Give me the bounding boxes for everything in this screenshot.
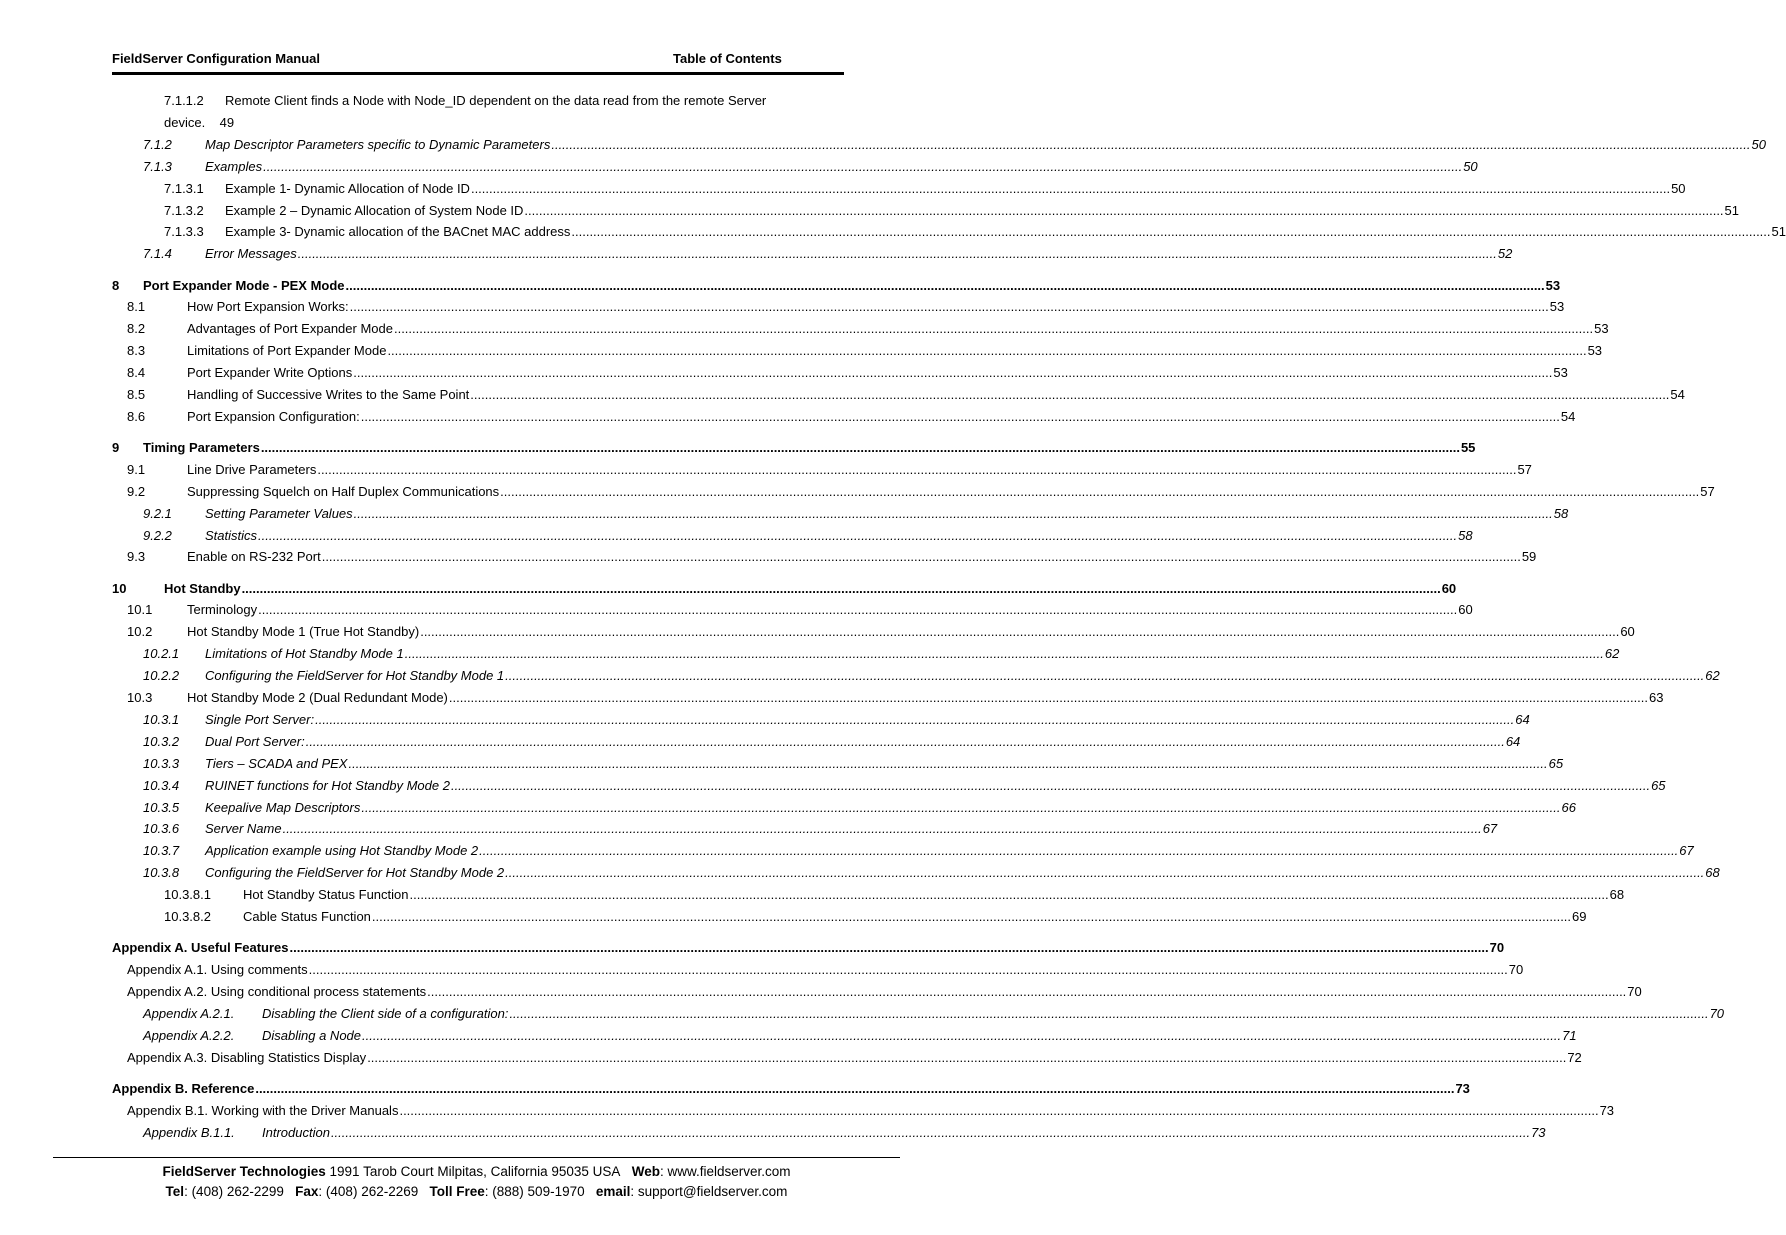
toc-entry-title: Disabling a Node	[262, 1028, 362, 1043]
toc-entry[interactable]	[143, 840, 1694, 862]
toc-entry-number: 7.1.3.3	[164, 224, 204, 239]
toc-entry[interactable]	[164, 200, 1740, 222]
dot-leader	[297, 243, 1498, 265]
toc-entry-title: RUINET functions for Hot Standby Mode 2	[205, 778, 450, 793]
toc-entry-title: Server Name	[205, 821, 282, 836]
toc-entry-number: Appendix A.2.2.	[143, 1028, 235, 1043]
page-header	[112, 50, 844, 75]
toc-entry[interactable]	[143, 503, 1569, 525]
toc-entry[interactable]	[164, 221, 1786, 243]
toc-entry[interactable]	[143, 525, 1473, 547]
dot-leader	[345, 275, 1546, 297]
toc-entry-page: 65	[1548, 756, 1564, 771]
dot-leader	[257, 525, 1458, 547]
dot-leader	[499, 481, 1700, 503]
dot-leader	[386, 340, 1587, 362]
toc-entry[interactable]	[127, 384, 1685, 406]
toc-entry-page: 54	[1670, 387, 1685, 402]
toc-entry[interactable]	[143, 156, 1478, 178]
toc-entry-title: Application example using Hot Standby Mode 2	[205, 843, 479, 858]
dot-leader	[308, 959, 1509, 981]
toc-entry-number: 7.1.3	[143, 159, 172, 174]
toc-entry[interactable]	[127, 546, 1537, 568]
toc-entry-number: 10.3.7	[143, 843, 180, 858]
toc-entry-number: 10.3.1	[143, 712, 180, 727]
toc-entry-page: 71	[1562, 1028, 1577, 1043]
dot-leader	[469, 384, 1670, 406]
dot-leader	[404, 643, 1605, 665]
page-footer	[53, 1162, 900, 1202]
toc-entry-title: Appendix A.2. Using conditional process statements	[127, 984, 427, 999]
email-label: email	[595, 1184, 631, 1199]
toc-entry-title: Cable Status Function	[243, 909, 371, 924]
toc-entry-page: 72	[1567, 1050, 1582, 1065]
toc-entry-page: 53	[1549, 299, 1565, 314]
toc-entry[interactable]	[143, 753, 1564, 775]
toc-entry-title: Port Expander Write Options	[187, 365, 353, 380]
toc-entry-number: 9.2.1	[143, 506, 172, 521]
toc-entry-number: 10.2.1	[143, 646, 180, 661]
toc-entry-page: 73	[1599, 1103, 1615, 1118]
dot-leader	[450, 775, 1651, 797]
toc-entry-title: Port Expander Mode - PEX Mode	[143, 278, 345, 293]
tel-label: Tel	[165, 1184, 185, 1199]
dot-leader	[314, 709, 1515, 731]
toc-entry-title: Hot Standby	[164, 581, 241, 596]
toc-entry[interactable]	[143, 1003, 1725, 1025]
toc-entry-page: 73	[1455, 1081, 1470, 1096]
toc-entry-number: 9.2	[127, 484, 146, 499]
dot-leader	[360, 406, 1561, 428]
toc-entry-number: 9	[112, 440, 120, 455]
toc-entry-page: 50	[1751, 137, 1766, 152]
toc-entry-title: Example 2 – Dynamic Allocation of System Node ID	[225, 203, 524, 218]
toc-entry-title: Tiers – SCADA and PEX	[205, 756, 348, 771]
fax-label: Fax	[295, 1184, 319, 1199]
toc-entry-title: Keepalive Map Descriptors	[205, 800, 361, 815]
toc-entry[interactable]	[127, 599, 1473, 621]
toc-entry[interactable]	[143, 862, 1720, 884]
web-label: Web	[631, 1164, 660, 1179]
toc-entry-page: 64	[1505, 734, 1521, 749]
company-name: FieldServer Technologies	[162, 1164, 326, 1179]
toc-entry-number: 8.2	[127, 321, 146, 336]
dot-leader	[282, 818, 1483, 840]
toc-entry[interactable]	[127, 406, 1576, 428]
toc-entry[interactable]	[143, 134, 1766, 156]
toc-entry-number: 10.2.2	[143, 668, 180, 683]
toc-entry-number: 10.3.8.2	[164, 909, 211, 924]
toc-entry-page: 69	[1572, 909, 1587, 924]
dot-leader	[257, 599, 1458, 621]
toc-entry[interactable]	[112, 937, 1505, 959]
toc-entry-title: Example 3- Dynamic allocation of the BACnet MAC address	[225, 224, 571, 239]
toc-entry[interactable]	[127, 459, 1532, 481]
dot-leader	[353, 503, 1554, 525]
toc-entry-title: Disabling the Client side of a configuration:	[262, 1006, 509, 1021]
toc-entry-page: 68	[1609, 887, 1625, 902]
toc-entry-page: 60	[1620, 624, 1635, 639]
dot-leader	[470, 178, 1671, 200]
toc-entry-page: 73	[1531, 1125, 1546, 1140]
toc-entry[interactable]	[143, 818, 1498, 840]
tel-value: : (408) 262-2299	[184, 1184, 284, 1199]
toc-entry-title: Remote Client finds a Node with Node_ID dependent on the data read from the remote Server device.	[164, 93, 767, 130]
dot-leader	[550, 134, 1751, 156]
toc-entry-title: Advantages of Port Expander Mode	[187, 321, 393, 336]
toc-entry-page: 57	[1517, 462, 1532, 477]
toc-entry-number: 8	[112, 278, 120, 293]
toc-entry-page: 51	[1771, 224, 1786, 239]
toc-entry-title: Appendix A.3. Disabling Statistics Display	[127, 1050, 367, 1065]
dot-leader	[262, 156, 1463, 178]
toc-entry-title: Limitations of Port Expander Mode	[187, 343, 387, 358]
toc-entry-title: Configuring the FieldServer for Hot Standby Mode 2	[205, 865, 505, 880]
toc-entry-page: 50	[1463, 159, 1478, 174]
toc-entry-number: 7.1.4	[143, 246, 172, 261]
footer-line-2	[53, 1182, 900, 1202]
toc-entry-page: 67	[1679, 843, 1694, 858]
toc-entry[interactable]	[143, 775, 1666, 797]
toc-entry-number: 10.3.5	[143, 800, 180, 815]
dot-leader	[393, 318, 1594, 340]
toc-entry[interactable]	[112, 578, 1457, 600]
toc-entry-page: 54	[1560, 409, 1576, 424]
dot-leader	[419, 621, 1620, 643]
toc-entry[interactable]	[127, 296, 1565, 318]
toc-entry[interactable]	[127, 687, 1664, 709]
toc-entry-page: 70	[1508, 962, 1524, 977]
toc-entry[interactable]	[127, 481, 1715, 503]
toc-entry[interactable]	[127, 1047, 1582, 1069]
dot-leader	[347, 753, 1548, 775]
toc-entry-title: Line Drive Parameters	[187, 462, 317, 477]
toc-entry[interactable]	[143, 243, 1513, 265]
footer-divider	[53, 1157, 900, 1158]
toc-entry[interactable]	[143, 643, 1620, 665]
toc-entry-title: Appendix B.1. Working with the Driver Manuals	[127, 1103, 399, 1118]
toc-entry-title: Timing Parameters	[143, 440, 260, 455]
toc-entry-title: Suppressing Squelch on Half Duplex Communications	[187, 484, 500, 499]
toc-entry-number: 10.3	[127, 690, 153, 705]
toc-entry[interactable]	[164, 906, 1587, 928]
dot-leader	[316, 459, 1517, 481]
dot-leader	[260, 437, 1461, 459]
dot-leader	[241, 578, 1442, 600]
dot-leader	[478, 840, 1679, 862]
dot-leader	[305, 731, 1506, 753]
fax-value: : (408) 262-2269	[318, 1184, 419, 1199]
toc-entry-title: Handling of Successive Writes to the Same Point	[187, 387, 470, 402]
company-address: 1991 Tarob Court Milpitas, California 95035 USA	[325, 1164, 621, 1179]
toc-entry-page: 63	[1649, 690, 1664, 705]
email-value: : support@fieldserver.com	[630, 1184, 788, 1199]
toc-entry-page: 65	[1651, 778, 1666, 793]
manual-title: FieldServer Configuration Manual	[112, 51, 321, 66]
toc-entry-title: Introduction	[262, 1125, 330, 1140]
toc-entry-title: Port Expansion Configuration:	[187, 409, 360, 424]
toc-entry[interactable]	[112, 275, 1561, 297]
toc-entry-wrapped[interactable]	[164, 90, 830, 134]
toc-entry-title: Configuring the FieldServer for Hot Standby Mode 1	[205, 668, 505, 683]
toc-entry-title: Examples	[205, 159, 263, 174]
toc-entry-page: 57	[1700, 484, 1715, 499]
toc-entry-title: Limitations of Hot Standby Mode 1	[205, 646, 404, 661]
toc-entry-number: 7.1.2	[143, 137, 172, 152]
dot-leader	[426, 981, 1627, 1003]
web-value: : www.fieldserver.com	[659, 1164, 791, 1179]
dot-leader	[504, 862, 1705, 884]
toc-entry-number: 10.3.8.1	[164, 887, 211, 902]
toc-entry[interactable]	[143, 665, 1720, 687]
toc-entry[interactable]	[143, 731, 1521, 753]
dot-leader	[448, 687, 1649, 709]
toc-entry-number: Appendix A.2.1.	[143, 1006, 235, 1021]
toc-entry[interactable]	[127, 959, 1524, 981]
dot-leader	[408, 884, 1609, 906]
toc-entry-title: Appendix B. Reference	[112, 1081, 255, 1096]
toc-entry-number: 8.1	[127, 299, 146, 314]
toc-entry[interactable]	[127, 340, 1603, 362]
dot-leader	[289, 937, 1490, 959]
dot-leader	[254, 1078, 1455, 1100]
toc-entry-number: 10.3.6	[143, 821, 180, 836]
toc-entry-title: Appendix A. Useful Features	[112, 940, 289, 955]
toc-entry-number: 10.3.3	[143, 756, 180, 771]
dot-leader	[371, 906, 1572, 928]
tollfree-value: : (888) 509-1970	[484, 1184, 585, 1199]
dot-leader	[349, 296, 1550, 318]
toc-entry-page: 70	[1489, 940, 1505, 955]
toc-entry-page: 70	[1627, 984, 1642, 999]
toc-entry-title: Terminology	[187, 602, 258, 617]
toc-entry-page: 62	[1604, 646, 1620, 661]
toc-entry-number: 8.4	[127, 365, 146, 380]
toc-entry-number: 10.3.8	[143, 865, 180, 880]
toc-entry-page: 52	[1497, 246, 1513, 261]
toc-entry-page: 70	[1709, 1006, 1725, 1021]
toc-entry-page: 49	[219, 115, 235, 130]
toc-entry-page: 68	[1705, 865, 1720, 880]
dot-leader	[398, 1100, 1599, 1122]
footer-line-1	[53, 1162, 900, 1182]
toc-entry-number: 8.5	[127, 387, 146, 402]
toc-entry[interactable]	[112, 437, 1476, 459]
toc-entry[interactable]	[127, 318, 1609, 340]
toc-entry-page: 58	[1553, 506, 1569, 521]
toc-entry-page: 55	[1460, 440, 1476, 455]
toc-entry[interactable]	[164, 178, 1686, 200]
toc-entry-number: 8.3	[127, 343, 146, 358]
toc-entry-title: Appendix A.1. Using comments	[127, 962, 308, 977]
toc-entry-page: 53	[1545, 278, 1561, 293]
toc-entry-number: 7.1.1.2	[164, 93, 204, 108]
toc-entry-page: 51	[1724, 203, 1740, 218]
toc-entry[interactable]	[112, 1078, 1470, 1100]
toc-entry-page: 66	[1561, 800, 1576, 815]
toc-entry-number: 7.1.3.2	[164, 203, 204, 218]
toc-entry-page: 60	[1441, 581, 1457, 596]
toc-entry-page: 62	[1705, 668, 1720, 683]
toc-entry-title: Error Messages	[205, 246, 297, 261]
dot-leader	[360, 797, 1561, 819]
toc-entry-page: 53	[1594, 321, 1609, 336]
dot-leader	[570, 221, 1771, 243]
toc-entry-number: 9.2.2	[143, 528, 172, 543]
toc-entry-title: Enable on RS-232 Port	[187, 549, 321, 564]
toc-entry-title: Statistics	[205, 528, 258, 543]
dot-leader	[366, 1047, 1567, 1069]
toc-entry-page: 67	[1482, 821, 1498, 836]
toc-entry-number: 8.6	[127, 409, 146, 424]
toc-entry-title: Setting Parameter Values	[205, 506, 353, 521]
toc-entry-page: 53	[1553, 365, 1568, 380]
toc-entry[interactable]	[127, 362, 1568, 384]
toc-entry[interactable]	[164, 884, 1625, 906]
tollfree-label: Toll Free	[429, 1184, 485, 1199]
toc-entry-page: 59	[1521, 549, 1537, 564]
toc-entry-number: 10.3.4	[143, 778, 180, 793]
toc-entry[interactable]	[127, 1100, 1615, 1122]
toc-entry-page: 64	[1515, 712, 1530, 727]
toc-entry-number: 10.3.2	[143, 734, 180, 749]
toc-entry-number: 9.3	[127, 549, 146, 564]
toc-entry-page: 53	[1587, 343, 1603, 358]
toc-entry-number: 9.1	[127, 462, 146, 477]
toc-entry-page: 50	[1671, 181, 1686, 196]
dot-leader	[508, 1003, 1709, 1025]
toc-entry[interactable]	[143, 1122, 1546, 1144]
toc-entry-number: 10.2	[127, 624, 153, 639]
toc-entry[interactable]	[127, 981, 1642, 1003]
toc-entry[interactable]	[143, 1025, 1577, 1047]
toc-entry-title: Dual Port Server:	[205, 734, 305, 749]
toc-entry-number: 7.1.3.1	[164, 181, 204, 196]
dot-leader	[523, 200, 1724, 222]
toc-entry[interactable]	[127, 621, 1635, 643]
toc-entry-number: Appendix B.1.1.	[143, 1125, 235, 1140]
dot-leader	[352, 362, 1553, 384]
toc-entry-page: 60	[1458, 602, 1473, 617]
section-title: Table of Contents	[673, 51, 782, 66]
dot-leader	[504, 665, 1705, 687]
dot-leader	[321, 546, 1522, 568]
toc-entry-title: Hot Standby Mode 1 (True Hot Standby)	[187, 624, 420, 639]
toc-entry-title: Single Port Server:	[205, 712, 315, 727]
toc-entry-number: 10.1	[127, 602, 153, 617]
toc-entry[interactable]	[143, 797, 1576, 819]
toc-entry[interactable]	[143, 709, 1530, 731]
toc-entry-page: 58	[1458, 528, 1473, 543]
dot-leader	[330, 1122, 1531, 1144]
toc-entry-title: Hot Standby Mode 2 (Dual Redundant Mode)	[187, 690, 448, 705]
toc-entry-title: How Port Expansion Works:	[187, 299, 349, 314]
dot-leader	[361, 1025, 1562, 1047]
toc-entry-title: Hot Standby Status Function	[243, 887, 409, 902]
toc-entry-title: Example 1- Dynamic Allocation of Node ID	[225, 181, 470, 196]
toc-entry-number: 10	[112, 581, 127, 596]
toc-entry-title: Map Descriptor Parameters specific to Dynamic Parameters	[205, 137, 551, 152]
